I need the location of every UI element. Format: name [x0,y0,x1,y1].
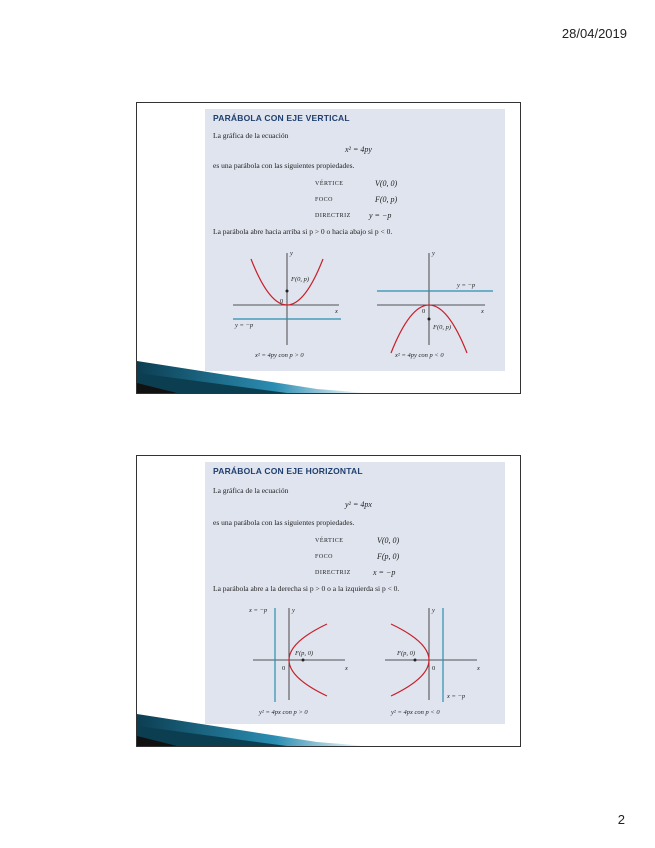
focus-label: F(0, p) [291,276,310,283]
y-axis-label: y [290,250,293,257]
focus-label: F(0, p) [433,324,452,331]
property-name-vertex: VÉRTICE [315,181,344,187]
graph-parabola-opens-up [227,247,347,362]
x-axis-label: x [481,308,484,315]
property-name-directrix: DIRECTRIZ [315,213,351,219]
property-name-directrix: DIRECTRIZ [315,570,351,576]
property-value-focus: F(0, p) [375,195,398,204]
properties-intro: es una parábola con las siguientes propiedades. [213,161,355,170]
property-value-focus: F(p, 0) [377,552,400,561]
directrix-label: y = −p [235,322,254,329]
opening-text: La parábola abre a la derecha si p > 0 o a la izquierda si p < 0. [213,584,400,593]
focus-label: F(p, 0) [295,650,314,657]
content-panel [205,462,505,724]
directrix-label: x = −p [447,693,466,700]
main-equation: y² = 4px [345,500,372,509]
origin-label: 0 [280,298,284,305]
focus-point [286,290,289,293]
handout-date: 28/04/2019 [561,26,627,41]
opening-text: La parábola abre hacia arriba si p > 0 o hacia abajo si p < 0. [213,227,393,236]
y-axis-label: y [432,250,435,257]
focus-point [428,318,431,321]
property-name-vertex: VÉRTICE [315,538,344,544]
slide-vertical-parabola [136,102,521,394]
focus-point [414,659,417,662]
page-number: 2 [617,812,625,827]
origin-label: 0 [282,665,286,672]
properties-intro: es una parábola con las siguientes propiedades. [213,518,355,527]
x-axis-label: x [335,308,338,315]
property-value-directrix: x = −p [373,568,396,577]
graph-parabola-opens-left [377,602,492,717]
graph-caption: x² = 4py con p < 0 [395,352,444,359]
graph-parabola-opens-down [373,247,498,362]
x-axis-label: x [345,665,348,672]
graph-caption: x² = 4py con p > 0 [255,352,304,359]
directrix-label: x = −p [249,607,268,614]
content-panel [205,109,505,371]
slide-horizontal-parabola [136,455,521,747]
property-name-focus: FOCO [315,554,334,560]
property-value-vertex: V(0, 0) [377,536,400,545]
property-name-focus: FOCO [315,197,334,203]
main-equation: x² = 4py [345,145,372,154]
graph-caption: y² = 4px con p < 0 [391,709,440,716]
graph-caption: y² = 4px con p > 0 [259,709,308,716]
x-axis-label: x [477,665,480,672]
focus-point [302,659,305,662]
property-value-vertex: V(0, 0) [375,179,398,188]
slide-title: PARÁBOLA CON EJE VERTICAL [213,113,350,123]
intro-text: La gráfica de la ecuación [213,486,289,495]
directrix-label: y = −p [457,282,476,289]
property-value-directrix: y = −p [369,211,392,220]
slide-title: PARÁBOLA CON EJE HORIZONTAL [213,466,363,476]
intro-text: La gráfica de la ecuación [213,131,289,140]
y-axis-label: y [432,607,435,614]
graph-parabola-opens-right [245,602,360,717]
focus-label: F(p, 0) [397,650,416,657]
origin-label: 0 [422,308,426,315]
origin-label: 0 [432,665,436,672]
y-axis-label: y [292,607,295,614]
